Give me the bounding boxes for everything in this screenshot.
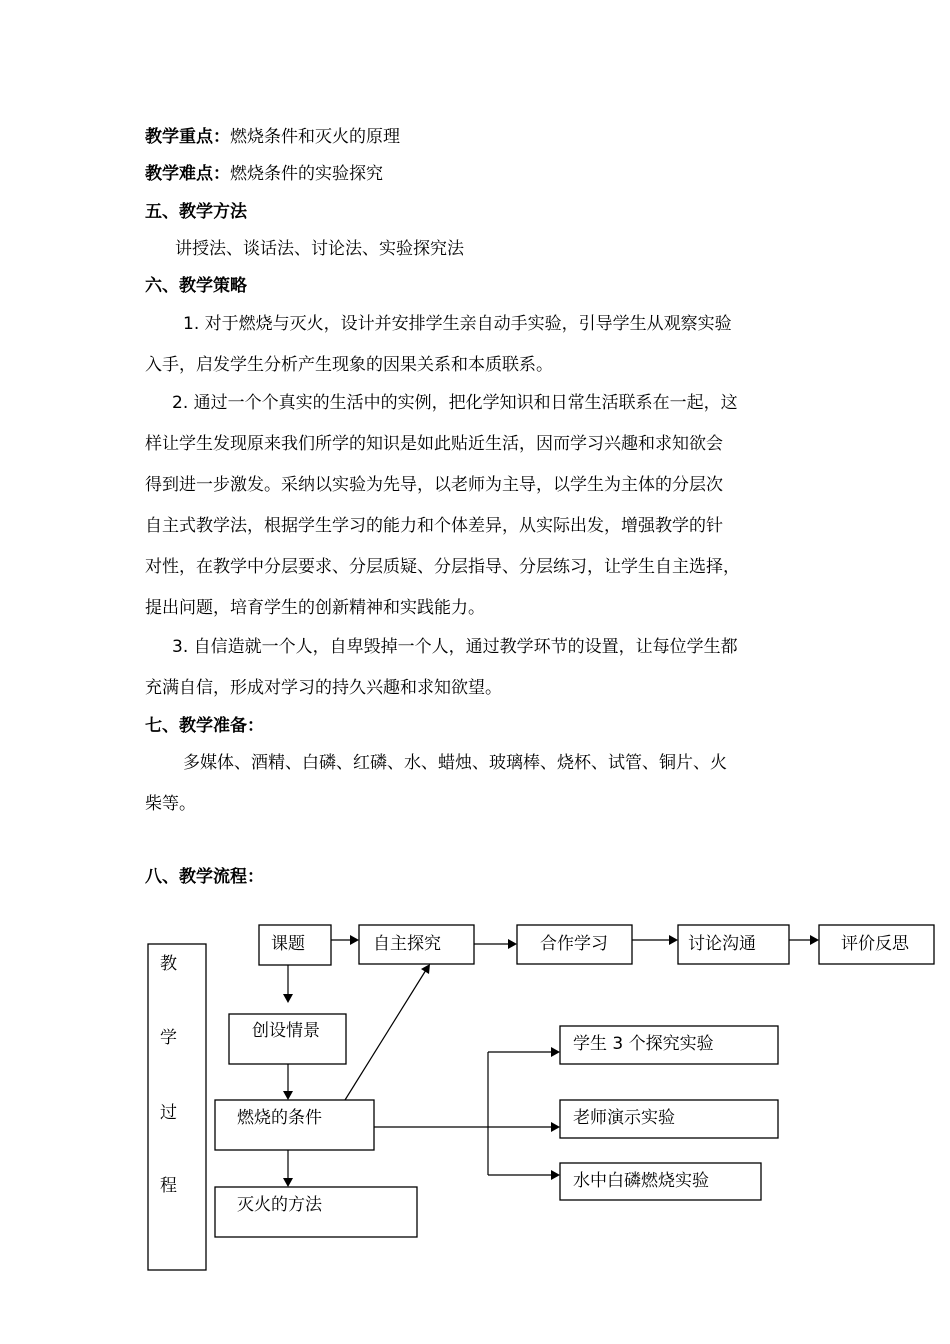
- cooperate-label: 合作学习: [540, 934, 608, 954]
- arrowhead-evaluate: [810, 935, 819, 945]
- side-char-4: 程: [160, 1176, 177, 1196]
- self-explore-label: 自主探究: [373, 934, 441, 954]
- arrowhead-situation: [283, 994, 293, 1003]
- sec5-heading: 五、教学方法: [145, 202, 247, 222]
- focus-label: 教学重点：: [145, 127, 230, 147]
- arrow-conditions-explore: [345, 970, 426, 1100]
- p2-line-3: 得到进一步激发。采纳以实验为先导，以老师为主导，以学生为主体的分层次: [145, 475, 723, 495]
- sec7-line-2: 柴等。: [145, 794, 196, 814]
- p2-line-5: 对性，在教学中分层要求、分层质疑、分层指导、分层练习，让学生自主选择，: [145, 557, 740, 577]
- p2-line-4: 自主式教学法，根据学生学习的能力和个体差异，从实际出发，增强教学的针: [145, 516, 723, 536]
- sec7-heading: 七、教学准备：: [145, 716, 264, 736]
- p1-line-2: 入手，启发学生分析产生现象的因果关系和本质联系。: [145, 355, 553, 375]
- sec7-line-1: 多媒体、酒精、白磷、红磷、水、蜡烛、玻璃棒、烧杯、试管、铜片、火: [183, 753, 727, 773]
- evaluate-label: 评价反思: [841, 934, 909, 954]
- difficulty-label: 教学难点：: [145, 164, 230, 184]
- extinguish-label: 灭火的方法: [237, 1195, 322, 1215]
- arrowhead-explore: [350, 935, 359, 945]
- arrowhead-phosphorus: [551, 1170, 560, 1180]
- p3-line-1: 3. 自信造就一个人，自卑毁掉一个人，通过教学环节的设置，让每位学生都: [172, 637, 738, 657]
- side-label-box: [148, 944, 206, 1270]
- p2-line-1: 2. 通过一个个真实的生活中的实例，把化学知识和日常生活联系在一起，这: [172, 393, 738, 413]
- discuss-label: 讨论沟通: [688, 934, 756, 954]
- white-phosphorus-label: 水中白磷燃烧实验: [573, 1171, 709, 1191]
- sec8-heading: 八、教学流程：: [145, 867, 264, 887]
- arrowhead-student: [551, 1047, 560, 1057]
- student-exp-label: 学生 3 个探究实验: [573, 1034, 714, 1054]
- teacher-demo-label: 老师演示实验: [573, 1108, 675, 1128]
- difficulty-value: 燃烧条件的实验探究: [230, 164, 383, 184]
- topic-label: 课题: [271, 934, 305, 954]
- sec5-body: 讲授法、谈话法、讨论法、实验探究法: [175, 239, 464, 259]
- p2-line-6: 提出问题，培育学生的创新精神和实践能力。: [145, 598, 485, 618]
- p2-line-2: 样让学生发现原来我们所学的知识是如此贴近生活，因而学习兴趣和求知欲会: [145, 434, 723, 454]
- side-char-1: 教: [160, 954, 177, 974]
- arrowhead-conditions: [283, 1091, 293, 1100]
- arrowhead-extinguish: [283, 1178, 293, 1187]
- p3-line-2: 充满自信，形成对学习的持久兴趣和求知欲望。: [145, 678, 502, 698]
- arrowhead-cooperate: [508, 939, 517, 949]
- situation-label: 创设情景: [252, 1021, 320, 1041]
- arrowhead-explore-diag: [421, 964, 430, 974]
- conditions-label: 燃烧的条件: [237, 1108, 322, 1128]
- focus-value: 燃烧条件和灭火的原理: [230, 127, 400, 147]
- sec6-heading: 六、教学策略: [145, 276, 247, 296]
- arrowhead-demo: [551, 1122, 560, 1132]
- p1-line-1: 1. 对于燃烧与灭火，设计并安排学生亲自动手实验，引导学生从观察实验: [183, 314, 732, 334]
- arrowhead-discuss: [669, 935, 678, 945]
- side-char-3: 过: [160, 1103, 177, 1123]
- side-char-2: 学: [160, 1028, 177, 1048]
